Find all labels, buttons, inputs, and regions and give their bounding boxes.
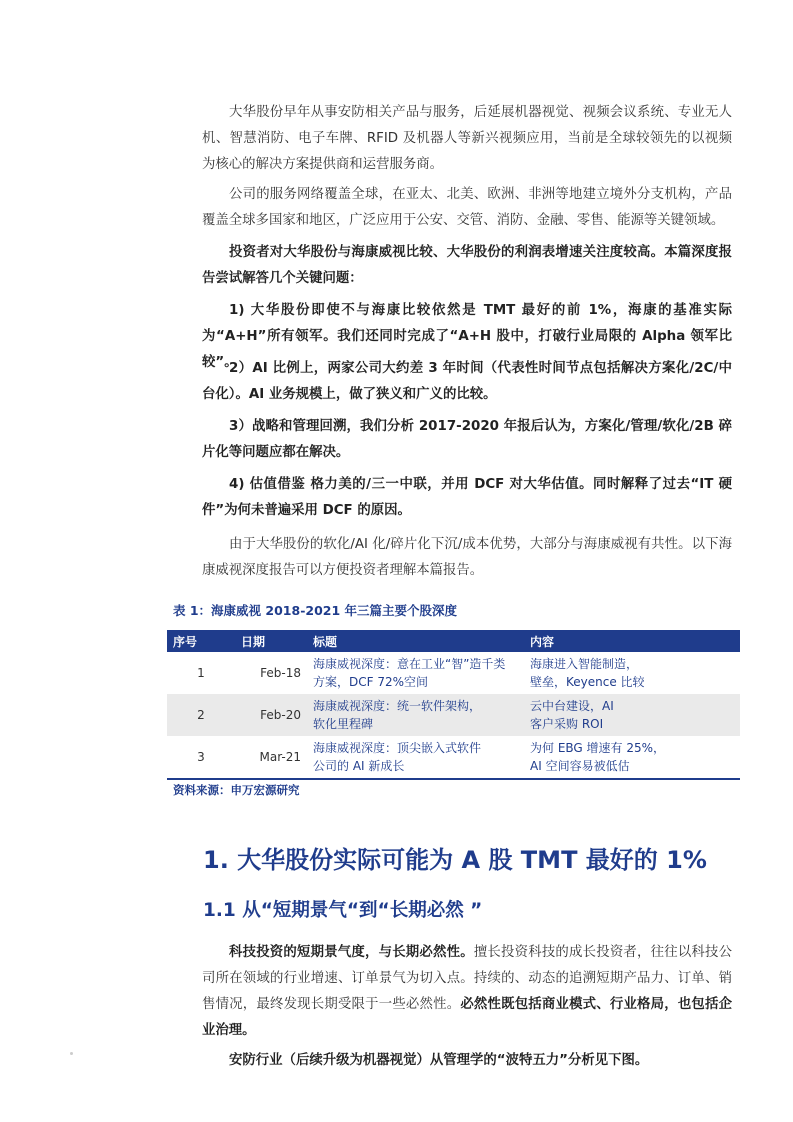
table-header-row (167, 630, 740, 652)
table-title: 表 1：海康威视 2018-2021 年三篇主要个股深度 (173, 603, 458, 618)
paragraph-commonality: 由于大华股份的软化/AI 化/碎片化下沉/成本优势，大部分与海康威视有共性。以下海康威视深度报告可以方便投资者理解本篇报告。 (202, 537, 732, 578)
row-index: 3 (167, 736, 235, 779)
row-title: 海康威视深度：统一软件架构， 软化里程碑 (307, 694, 524, 736)
section-heading-1-1: 1.1 从“短期景气“到“长期必然 ” (203, 900, 483, 921)
row-content: 为何 EBG 增速有 25%， AI 空间容易被低估 (524, 736, 740, 779)
row-index: 1 (197, 666, 205, 680)
row-title: 海康威视深度：意在工业“智”造千类 方案，DCF 72%空间 (313, 657, 506, 689)
header-index: 序号 (167, 630, 235, 652)
table-row (167, 652, 740, 694)
paragraph-company-intro: 大华股份早年从事安防相关产品与服务，后延展机器视觉、视频会议系统、专业无人机、智慧消防、电子车牌、RFID 及机器人等新兴视频应用，当前是全球较领先的以视频为核心的解决方案提供商和运营服务商。 (202, 105, 732, 172)
bold-conclusion: 必然性既包括商业模式、行业格局，也包括企业治理。 (202, 997, 733, 1038)
row-index: 2 (167, 694, 235, 736)
paragraph-question-1: 1) 大华股份即使不与海康比较依然是 TMT 最好的前 1%，海康的基准实际为“A+H”所有领军。我们还同时完成了“A+H 股中，打破行业局限的 Alpha 领军比较”。 (202, 303, 732, 370)
table-row (167, 736, 740, 779)
body-text: 擅长投资科技的成长投资者，往往以科技公司所在领域的行业增速、订单景气为切入点。持续的、动态的追溯短期产品力、订单、销售情况，最终发现长期受限于一些必然性。 (202, 945, 733, 1012)
paragraph-question-4: 4) 估值借鉴 格力美的/三一中联，并用 DCF 对大华估值。同时解释了过去“IT 硬件”为何未普遍采用 DCF 的原因。 (202, 477, 732, 518)
bold-lead: 科技投资的短期景气度，与长期必然性。 (229, 945, 474, 960)
paragraph-question-2: 2）AI 比例上，两家公司大约差 3 年时间（代表性时间节点包括解决方案化/2C/中台化）。AI 业务规模上，做了狭义和广义的比较。 (202, 361, 732, 402)
margin-dot (70, 1052, 73, 1055)
table-source: 资料来源：申万宏源研究 (173, 783, 300, 797)
research-table (167, 630, 740, 780)
paragraph-tech-investing (202, 940, 732, 1044)
table-row (167, 694, 740, 736)
section-heading-1: 1. 大华股份实际可能为 A 股 TMT 最好的 1% (203, 846, 707, 874)
row-content: 海康进入智能制造， 壁垒，Keyence 比较 (530, 657, 645, 689)
row-title: 海康威视深度：顶尖嵌入式软件 公司的 AI 新成长 (307, 736, 524, 779)
paragraph-key-questions: 投资者对大华股份与海康威视比较、大华股份的利润表增速关注度较高。本篇深度报告尝试解答几个关键问题： (202, 245, 732, 286)
paragraph-question-3: 3）战略和管理回溯，我们分析 2017-2020 年报后认为，方案化/管理/软化/2B 碎片化等问题应都在解决。 (202, 419, 732, 460)
paragraph-porter-five-forces: 安防行业（后续升级为机器视觉）从管理学的“波特五力”分析见下图。 (229, 1053, 649, 1068)
header-title: 标题 (307, 630, 524, 652)
row-date: Feb-20 (235, 694, 307, 736)
header-date: 日期 (235, 630, 307, 652)
header-content: 内容 (524, 630, 740, 652)
row-content: 云中台建设，AI 客户采购 ROI (524, 694, 740, 736)
paragraph-service-network: 公司的服务网络覆盖全球，在亚太、北美、欧洲、非洲等地建立境外分支机构，产品覆盖全球多国家和地区，广泛应用于公安、交管、消防、金融、零售、能源等关键领域。 (202, 187, 732, 228)
row-date: Feb-18 (260, 666, 301, 680)
row-date: Mar-21 (235, 736, 307, 779)
